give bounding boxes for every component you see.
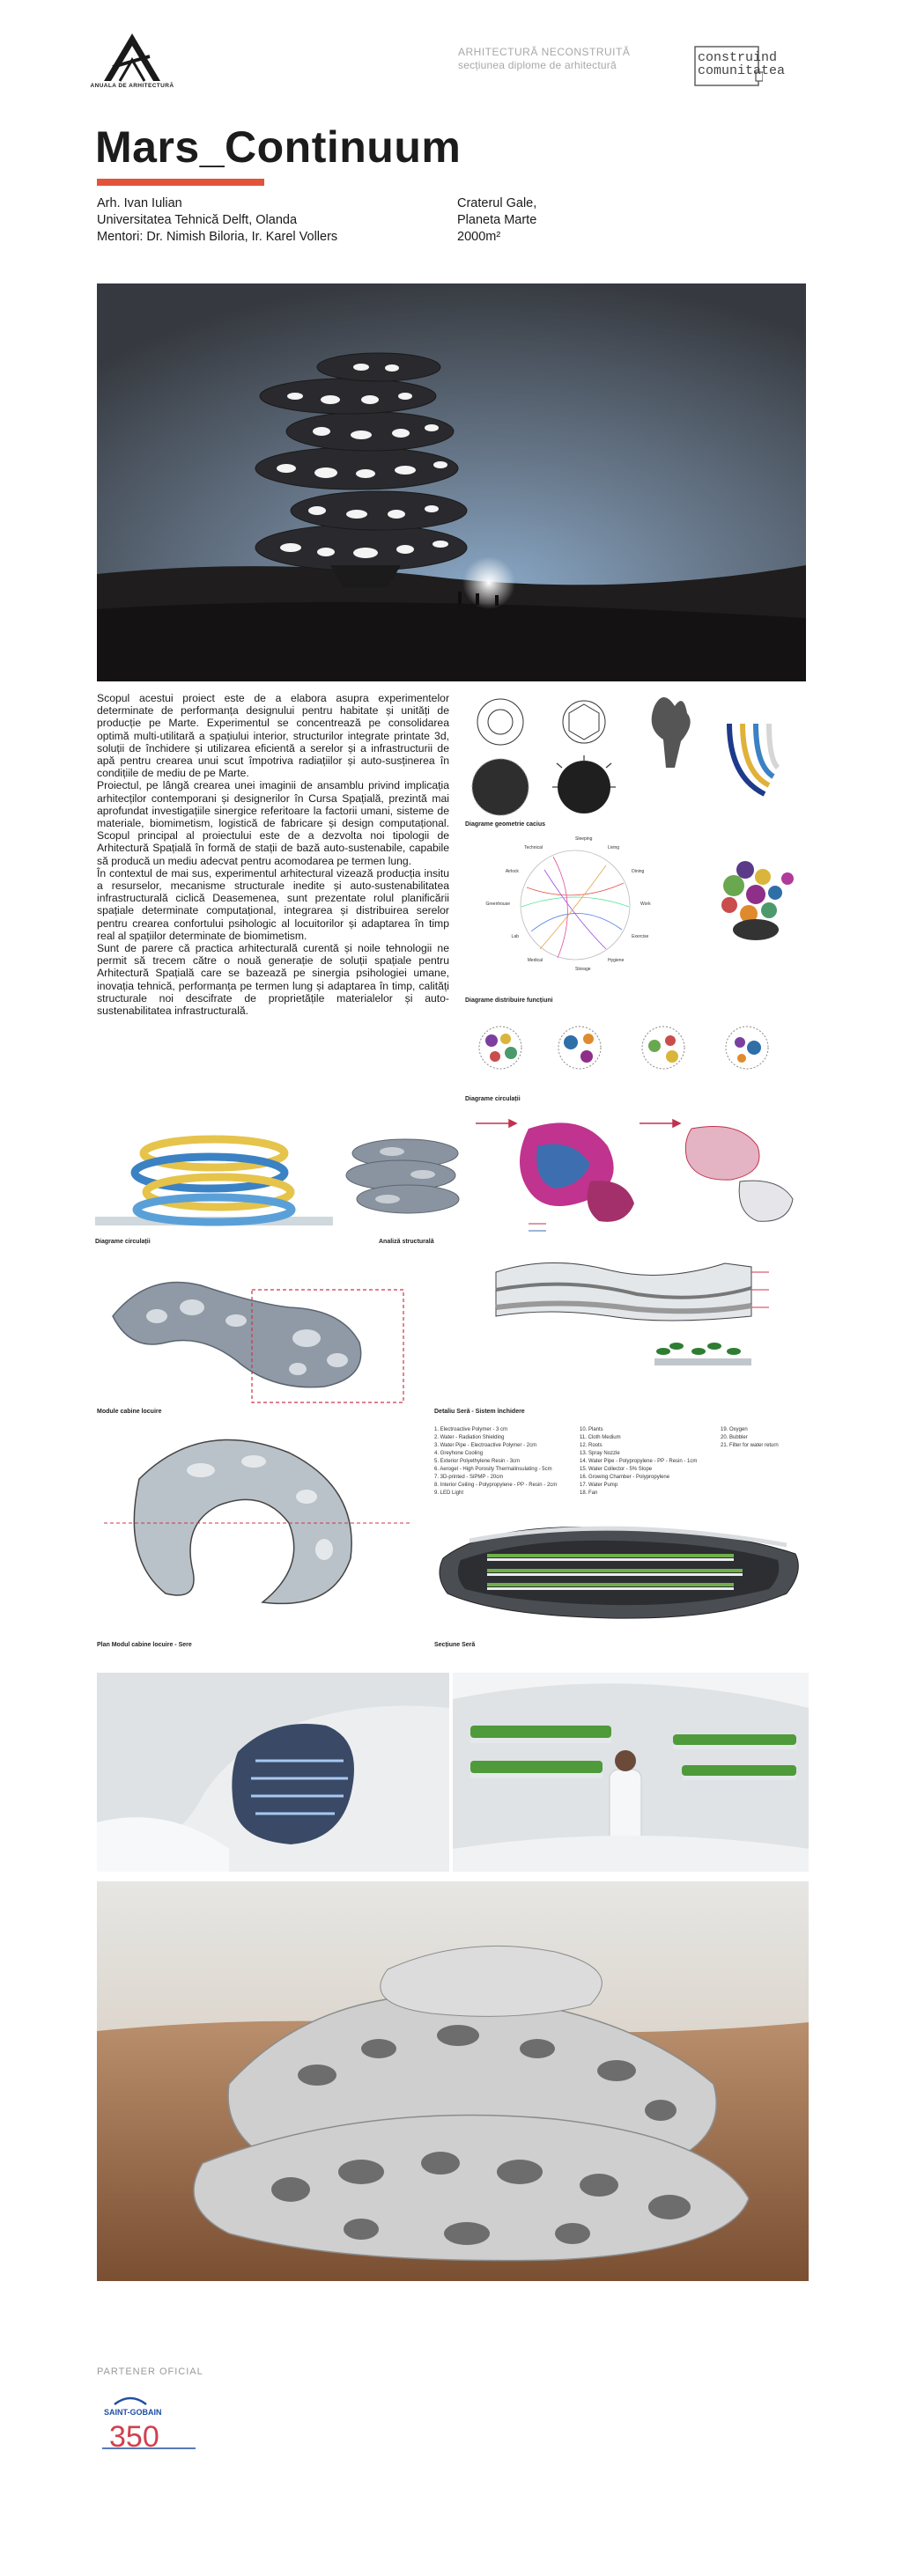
function-label: Dining bbox=[632, 869, 645, 874]
function-distribution-diagram bbox=[465, 835, 809, 1011]
structural-analysis-render bbox=[339, 1118, 471, 1248]
function-label: Lab bbox=[511, 934, 519, 939]
caption-module: Module cabine locuire bbox=[97, 1409, 162, 1415]
legend-item: 13. Spray Nozzle bbox=[580, 1451, 620, 1456]
legend-item: 1. Electroactive Polymer - 3 cm bbox=[434, 1427, 508, 1432]
legend-item: 8. Interior Ceiling - Polypropylene - PP - Resin - 2cm bbox=[434, 1483, 558, 1488]
function-label: Storage bbox=[575, 967, 591, 972]
geometry-diagrams bbox=[465, 688, 809, 829]
cc-logo-line1: construind bbox=[698, 50, 778, 65]
legend-item: 2. Water - Radiation Shielding bbox=[434, 1435, 505, 1440]
legend-item: 21. Filter for water return bbox=[721, 1443, 779, 1448]
legend-item: 11. Cloth Medium bbox=[580, 1435, 621, 1440]
legend-item: 7. 3D-printed - SiPMP - 20cm bbox=[434, 1475, 504, 1480]
construind-comunitatea-logo bbox=[694, 46, 786, 88]
caption-structural: Analiză structurală bbox=[379, 1239, 434, 1245]
exterior-render-mars bbox=[97, 1881, 809, 2281]
function-label: Exercise bbox=[632, 934, 649, 939]
function-label: Greenhouse bbox=[485, 902, 510, 907]
author-name: Arh. Ivan Iulian bbox=[97, 196, 182, 210]
function-label: Living bbox=[608, 844, 620, 850]
page-title: Mars_Continuum bbox=[95, 122, 462, 172]
author-block bbox=[97, 195, 337, 246]
saint-gobain-logo bbox=[97, 2390, 203, 2452]
description-paragraph: În contextul de mai sus, experimentul arhitectural vizează producția insitu a resurselor, mecanisme structurale inedite și auto-sustenabilitatea infrastructurală ciclică Deasemenea, sunt prezentate rolul planificării spațiale determinate computațional, integrarea și distribuirea serelor pentru crearea confortului psihologic al locuitorilor și adaptarea în timp real al spațiilor determinate de biomimetism. bbox=[97, 866, 449, 942]
partner-label: PARTENER OFICIAL bbox=[97, 2366, 203, 2377]
circulation-diagram-set bbox=[465, 1012, 809, 1109]
interior-render-cabin bbox=[97, 1673, 449, 1872]
legend-item: 12. Roots bbox=[580, 1443, 603, 1448]
sg-brand-text: SAINT-GOBAIN bbox=[104, 2408, 162, 2417]
legend-item: 3. Water Pipe - Electroactive Polymer - 2cm bbox=[434, 1443, 537, 1448]
greenhouse-section bbox=[434, 1426, 809, 1651]
legend-item: 20. Bubbler bbox=[721, 1435, 748, 1440]
plan-module-render bbox=[95, 1426, 421, 1651]
legend-item: 15. Water Collector - 5% Slope bbox=[580, 1467, 653, 1472]
living-module-render bbox=[95, 1255, 412, 1417]
description-paragraph: Sunt de parere că practica arhitecturală curentă și noile tehnologii ne permit să trecem către o nouă generație de soluții spațiale pentru Arhitectură Spațială care se bazează pe sinergia psihologiei umane, inovația tehnică, performanța pe termen lung și adaptarea în timp, calități structurale noi descifrate de proprietățile materialelor și auto-sustenabilitatea infrastructurală. bbox=[97, 942, 449, 1018]
legend-item: 19. Oxygen bbox=[721, 1427, 748, 1432]
function-label: Sleeping bbox=[575, 836, 593, 842]
sg-anniversary-text: 350 bbox=[109, 2420, 159, 2452]
logo-caption: ANUALA DE ARHITECTURĂ bbox=[90, 83, 174, 89]
mentors: Mentori: Dr. Nimish Biloria, Ir. Karel Vollers bbox=[97, 230, 338, 244]
caption-geometry: Diagrame geometrie cacius bbox=[465, 821, 546, 828]
legend-item: 4. Greyhone Cooling bbox=[434, 1451, 484, 1456]
legend-item: 17. Water Pump bbox=[580, 1483, 618, 1488]
legend-item: 9. LED Light bbox=[434, 1490, 464, 1496]
site-planet: Planeta Marte bbox=[457, 213, 537, 227]
function-label: Technical bbox=[524, 844, 543, 850]
function-label: Hygiene bbox=[608, 958, 625, 964]
site-block bbox=[457, 195, 536, 246]
description-paragraph: Proiectul, pe lângă crearea unei imaginii de ansamblu privind implicația arhitecților contemporani și designerilor în Cursa Spațială, prezintă mai aprofundat investigațiile sinergice referitoare la factorii umani, sisteme de materiale, biomimetism, logistică de fabricare și design computațional. Scopul principal al proiectului este de a dezvolta noi tipologii de Arhitectură Spațială în formă de stații de bază auto-sustenabile, capabile să producă un mediu adecvat pentru acomodarea pe termen lung. bbox=[97, 779, 449, 867]
function-label: Work bbox=[640, 902, 651, 907]
caption-circulation: Diagrame circulații bbox=[95, 1239, 151, 1245]
circulation-flow-renders bbox=[476, 1111, 809, 1248]
project-description bbox=[97, 692, 449, 1017]
caption-greenhouse-detail: Detaliu Seră - Sistem închidere bbox=[434, 1409, 525, 1415]
caption-circulation-top: Diagrame circulații bbox=[465, 1096, 521, 1102]
greenhouse-detail-section bbox=[434, 1255, 809, 1417]
tagline-secondary: secțiunea diplome de arhitectură bbox=[458, 59, 617, 71]
caption-plan-module: Plan Modul cabine locuire - Sere bbox=[97, 1642, 192, 1648]
circulation-render bbox=[95, 1118, 333, 1248]
legend-item: 18. Fan bbox=[580, 1490, 598, 1496]
tagline-primary: ARHITECTURĂ NECONSTRUITĂ bbox=[458, 46, 631, 58]
legend-item: 6. Aerogel - High Porosity Thermalinsulating - 5cm bbox=[434, 1467, 552, 1472]
legend-item: 14. Water Pipe - Polypropylene - PP - Resin - 1cm bbox=[580, 1459, 698, 1464]
site-location: Craterul Gale, bbox=[457, 196, 537, 210]
caption-functions: Diagrame distribuire funcțiuni bbox=[465, 997, 553, 1004]
cc-logo-line2: comunitatea bbox=[698, 63, 786, 78]
legend-item: 10. Plants bbox=[580, 1427, 603, 1432]
caption-section: Secțiune Seră bbox=[434, 1642, 476, 1648]
function-label: Medical bbox=[527, 958, 543, 964]
legend-item: 5. Exterior Polyethylene Resin - 3cm bbox=[434, 1459, 521, 1464]
description-paragraph: Scopul acestui proiect este de a elabora asupra experimentelor determinate de performanța designului pentru habitate și unități de producție pe Marte. Experimentul se concentrează pe consolidarea optimă multi-utilitară a spațiului interior, structurilor integrate printate 3d, soluții de închidere și utilizarea eficientă a serelor și a infrastructurii de apă pentru crearea unui scut împotriva radiațiilor și auto-susținerea în condițiile de mediu de pe Marte. bbox=[97, 692, 449, 780]
interior-render-greenhouse bbox=[453, 1673, 809, 1872]
function-label: Airlock bbox=[505, 869, 519, 874]
university: Universitatea Tehnică Delft, Olanda bbox=[97, 213, 298, 227]
site-area: 2000m² bbox=[457, 230, 501, 244]
legend-item: 16. Growing Chamber - Polypropylene bbox=[580, 1475, 670, 1480]
hero-render-image bbox=[97, 283, 806, 681]
title-accent-bar bbox=[97, 179, 264, 186]
